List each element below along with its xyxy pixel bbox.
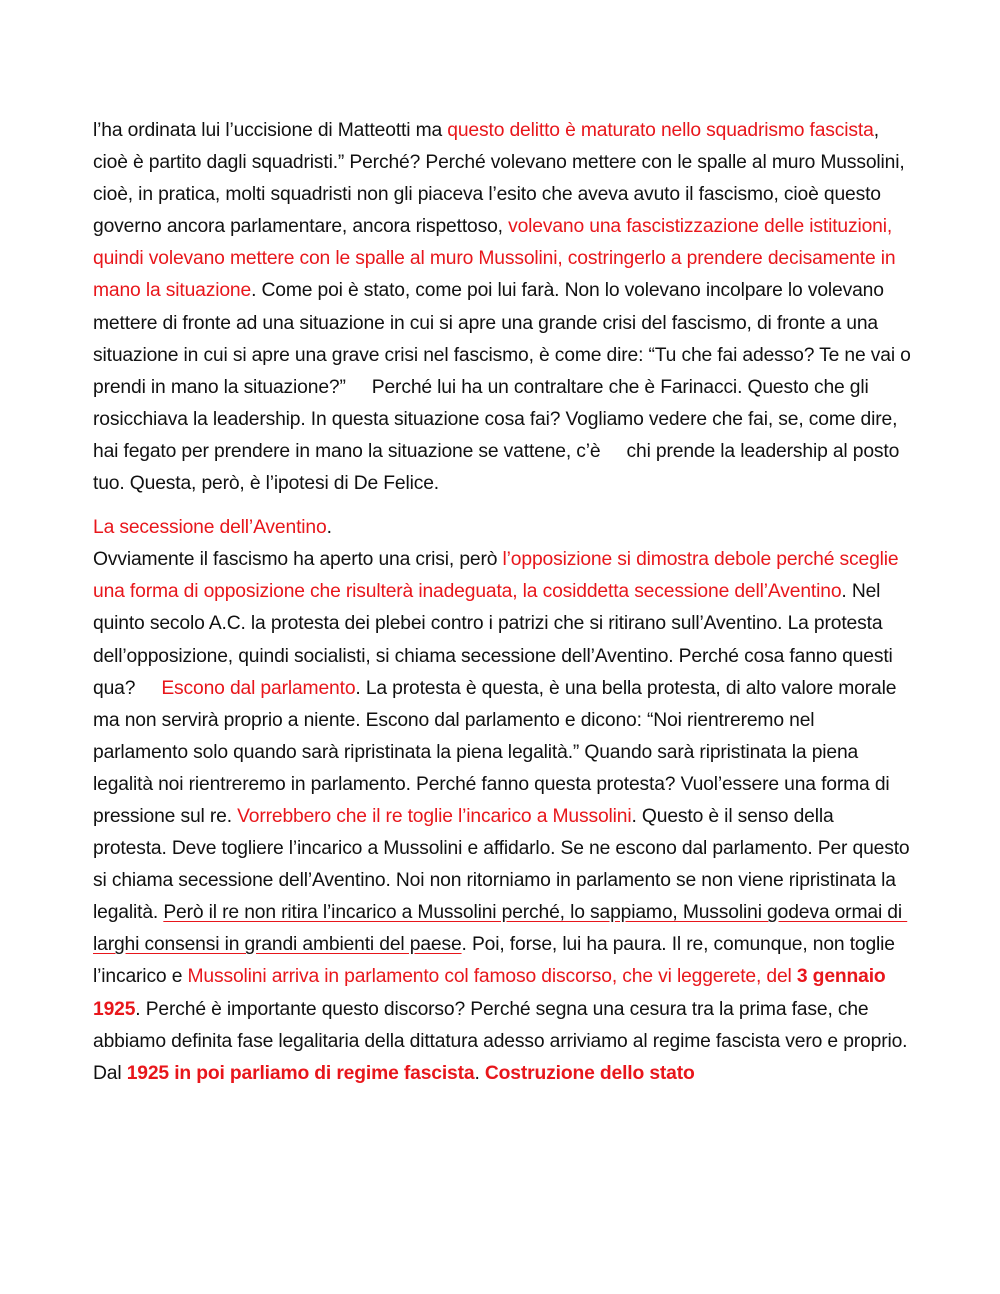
text-run: . Poi, forse, lui ha paura. Il re, comunque, non toglie l’incarico e xyxy=(93,934,901,988)
text-run: . Nel quinto secolo A.C. la protesta dei plebei contro i patrizi che si ritirano sull’Aventino. La protesta dell’opposizione, quindi socialisti, si chiama secessione dell’Aventino. Perché cosa fanno questi qua? xyxy=(93,581,898,699)
highlight-incarico: Vorrebbero che il re toglie l’incarico a Mussolini xyxy=(237,805,632,827)
text-run: . La protesta è questa, è una bella protesta, di alto valore morale ma non servirà proprio a niente. Escono dal parlamento e dicono: “Noi rientreremo nel parlamento solo quando sarà ripristinata la piena legalità.” Quando sarà ripristinata la piena legalità noi rientreremo in parlamento. Perché fanno questa protesta? Vuol’essere una forma di pressione sul re. xyxy=(93,677,902,827)
text-run: . Perché è importante questo discorso? Perché segna una cesura tra la prima fase, che abbiamo definita fase legalitaria della dittatura adesso arriviamo al regime fascista vero e proprio. Dal xyxy=(93,998,913,1084)
bold-regime-fascista: 1925 in poi parliamo di regime fascista xyxy=(126,1062,475,1084)
underlined-consensi: Però il re non ritira l’incarico a Mussolini perché, lo sappiamo, Mussolini godeva ormai di larghi consensi in grandi ambienti del paese xyxy=(93,902,908,956)
text-run: l’ha ordinata lui l’uccisione di Matteotti ma xyxy=(93,120,448,141)
highlight-squadrismo: questo delitto è maturato nello squadrismo fascista xyxy=(447,120,874,141)
highlight-opposizione: l’opposizione si dimostra debole perché sceglie una forma di opposizione che risulterà inadeguata, la cosiddetta secessione dell’Aventino xyxy=(93,549,904,603)
highlight-discorso: Mussolini arriva in parlamento col famoso discorso, che vi leggerete, del xyxy=(187,966,797,988)
document-page xyxy=(93,115,916,1090)
heading-aventino: La secessione dell’Aventino xyxy=(93,517,327,539)
text-run: , cioè è partito dagli squadristi.” Perché? Perché volevano mettere con le spalle al muro Mussolini, cioè, in pratica, molti squadristi non gli piaceva l’esito che aveva avuto il fascismo, cioè questo governo ancora parlamentare, ancora rispettoso, xyxy=(93,120,905,238)
heading-period: . xyxy=(326,517,332,539)
highlight-escono: Escono dal parlamento xyxy=(161,677,356,699)
section-heading xyxy=(93,512,911,544)
text-run: Ovviamente il fascismo ha aperto una crisi, però xyxy=(93,549,503,571)
text-run: . Come poi è stato, come poi lui farà. Non lo volevano incolpare lo volevano mettere di fronte ad una situazione in cui si apre una grande crisi del fascismo, di fronte a una situazione in cui si apre una grave crisi nel fascismo, è come dire: “Tu che fai adesso? Te ne vai o prendi in mano la situazione?” Perché lui ha un contraltare che è Farinacci. Questo che gli rosicchiava la leadership. In questa situazione cosa fai? Vogliamo vedere che fai, se, come dire, hai fegato per prendere in mano la situazione se vattene, c’è chi prende la leadership al posto tuo. Questa, però, è l’ipotesi di De Felice. xyxy=(93,280,916,495)
text-run: . Questo è il senso della protesta. Deve togliere l’incarico a Mussolini e affidarlo. Se ne escono dal parlamento. Per questo si chiama secessione dell’Aventino. Noi non ritorniamo in parlamento se non viene ripristinata la legalità. xyxy=(93,805,915,924)
bold-date-1925: 3 gennaio 1925 xyxy=(93,966,891,1020)
bold-costruzione-stato: Costruzione dello stato xyxy=(484,1062,695,1084)
highlight-fascistizzazione: volevano una fascistizzazione delle istituzioni, quindi volevano mettere con le spalle al muro Mussolini, costringerlo a prendere decisamente in mano la situazione xyxy=(93,216,896,302)
text-run: . xyxy=(474,1062,485,1084)
paragraph-matteotti xyxy=(93,115,916,500)
paragraph-aventino xyxy=(93,544,915,1090)
